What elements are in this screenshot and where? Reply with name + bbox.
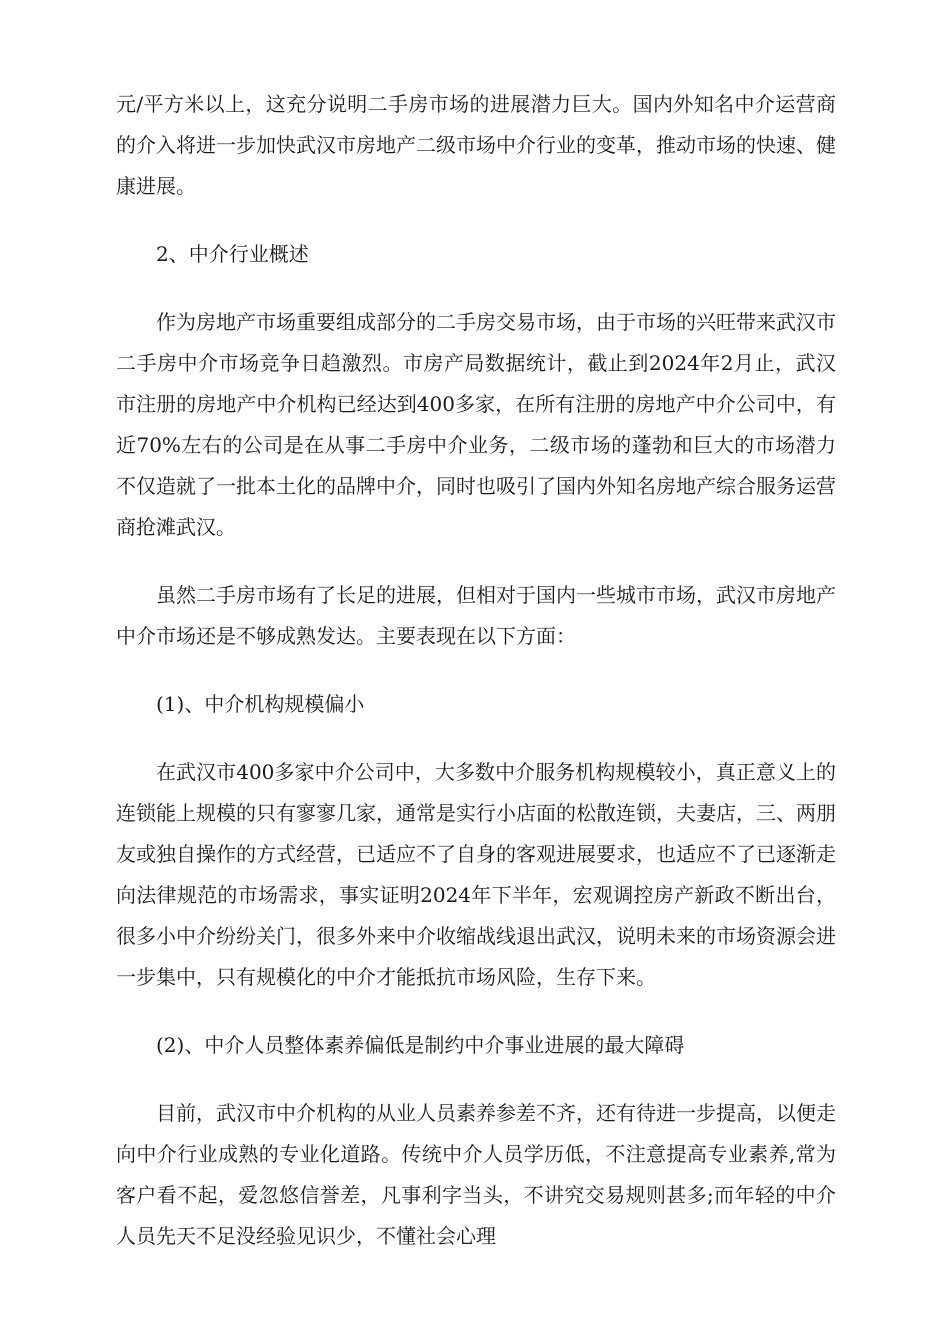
document-body — [116, 84, 836, 1284]
subheading-small-scale: (1)、中介机构规模偏小 — [156, 692, 365, 716]
paragraph-market-competition: 作为房地产市场重要组成部分的二手房交易市场，由于市场的兴旺带来武汉市二手房中介市场竞争日趋激烈。市房产局数据统计，截止到2024年2月止，武汉市注册的房地产中介机构已经达到400多家，在所有注册的房地产中介公司中，有近70%左右的公司是在从事二手房中介业务，二级市场的蓬勃和巨大的市场潜力不仅造就了一批本土化的品牌中介，同时也吸引了国内外知名房地产综合服务运营商抢滩武汉。 — [116, 310, 836, 539]
section-heading-industry-overview: 2、中介行业概述 — [156, 242, 309, 266]
paragraph-staff-quality-detail: 目前，武汉市中介机构的从业人员素养参差不齐，还有待进一步提高，以便走向中介行业成熟的专业化道路。传统中介人员学历低，不注意提高专业素养,常为客户看不起，爱忽悠信誉差，凡事利字当头，不讲究交易规则甚多;而年轻的中介人员先天不足没经验见识少，不懂社会心理 — [116, 1101, 836, 1248]
paragraph-intro-continuation: 元/平方米以上，这充分说明二手房市场的进展潜力巨大。国内外知名中介运营商的介入将进一步加快武汉市房地产二级市场中介行业的变革，推动市场的快速、健康进展。 — [116, 92, 836, 198]
paragraph-small-scale-detail: 在武汉市400多家中介公司中，大多数中介服务机构规模较小，真正意义上的连锁能上规模的只有寥寥几家，通常是实行小店面的松散连锁，夫妻店，三、两朋友或独自操作的方式经营，已适应不了自身的客观进展要求，也适应不了已逐渐走向法律规范的市场需求，事实证明2024年下半年，宏观调控房产新政不断出台，很多小中介纷纷关门，很多外来中介收缩战线退出武汉，说明未来的市场资源会进一步集中，只有规模化的中介才能抵抗市场风险，生存下来。 — [116, 760, 836, 989]
subheading-staff-quality: (2)、中介人员整体素养偏低是制约中介事业进展的最大障碍 — [156, 1033, 685, 1057]
paragraph-market-immaturity: 虽然二手房市场有了长足的进展，但相对于国内一些城市市场，武汉市房地产中介市场还是不够成熟发达。主要表现在以下方面： — [116, 583, 836, 648]
